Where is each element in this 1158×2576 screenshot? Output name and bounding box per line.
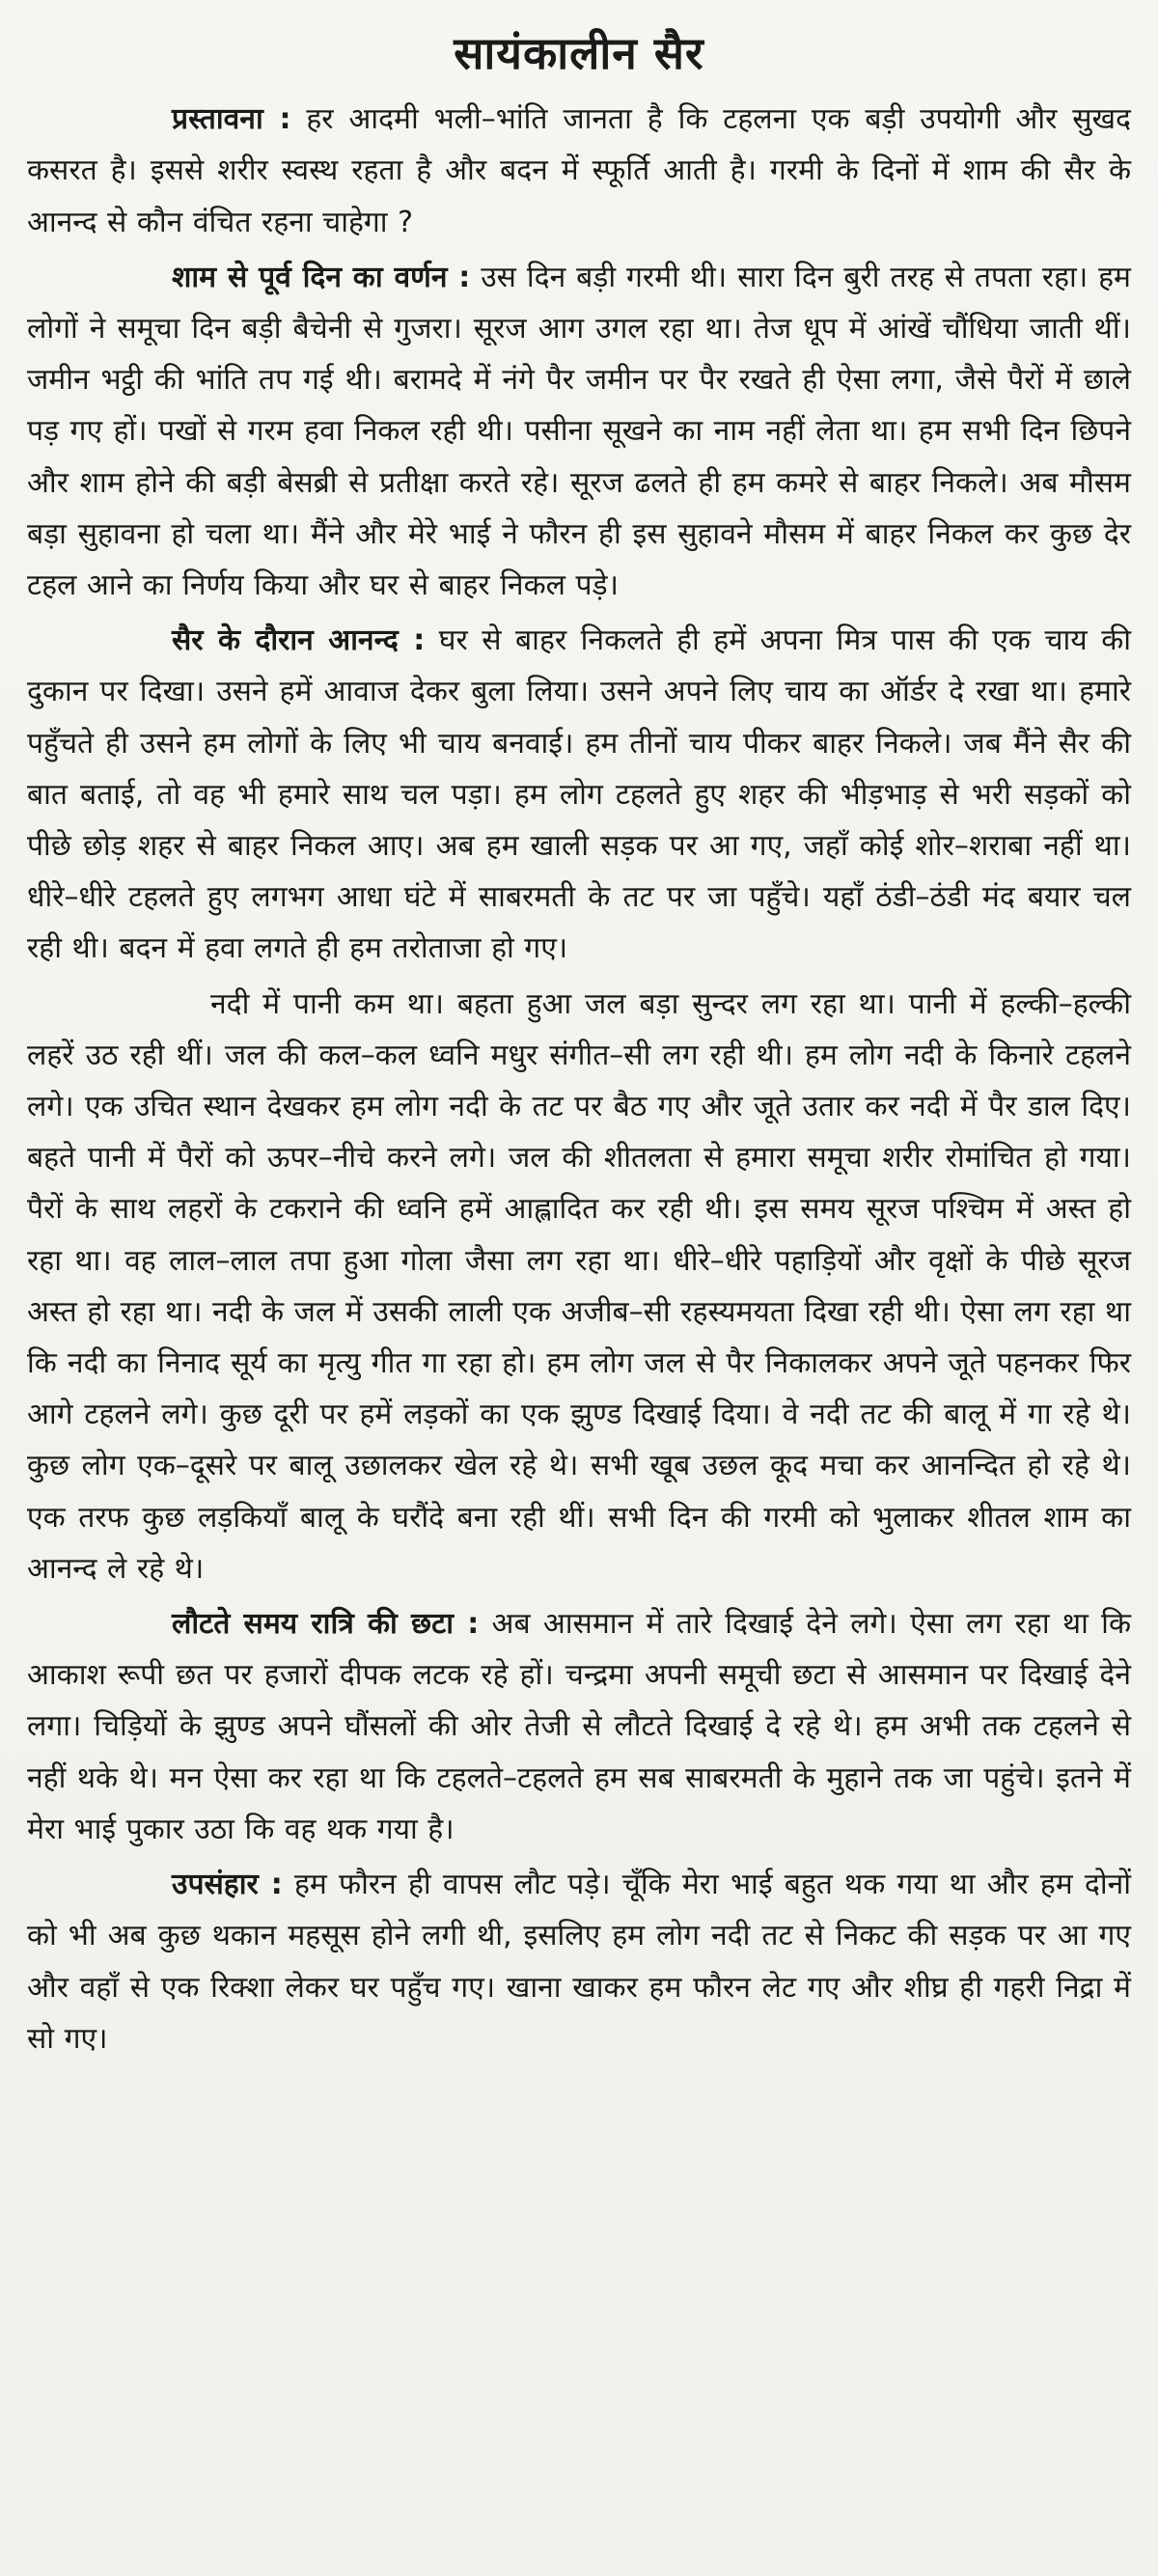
paragraph-conclusion [27, 1859, 1131, 2064]
paragraph-river-scene [27, 979, 1131, 1594]
heading-before-evening: शाम से पूर्व दिन का वर्णन : [172, 260, 471, 294]
text-walk-joy: घर से बाहर निकलते ही हमें अपना मित्र पास की एक चाय की दुकान पर दिखा। उसने हमें आवाज देकर बुला लिया। उसने अपने लिए चाय का ऑर्डर दे रखा था। हमारे पहुँचते ही उसने हम लोगों के लिए भी चाय बनवाई। हम तीनों चाय पीकर बाहर निकले। जब मैंने सैर की बात बताई, तो वह भी हमारे साथ चल पड़ा। हम लोग टहलते हुए शहर की भीड़भाड़ से भरी सड़कों को पीछे छोड़ शहर से बाहर निकल आए। अब हम खाली सड़क पर आ गए, जहाँ कोई शोर–शराबा नहीं था। धीरे–धीरे टहलते हुए लगभग आधा घंटे में साबरमती के तट पर जा पहुँचे। यहाँ ठंडी–ठंडी मंद बयार चल रही थी। बदन में हवा लगते ही हम तरोताजा हो गए। [27, 623, 1132, 966]
essay-title: सायंकालीन सैर [454, 27, 704, 79]
heading-walk-joy: सैर के दौरान आनन्द : [172, 623, 426, 658]
heading-introduction: प्रस्तावना : [172, 102, 291, 137]
paragraph-night-return [27, 1598, 1131, 1855]
text-river-scene: नदी में पानी कम था। बहता हुआ जल बड़ा सुन्दर लग रहा था। पानी में हल्की–हल्की लहरें उठ रही थीं। जल की कल–कल ध्वनि मधुर संगीत–सी लग रही थी। हम लोग नदी के किनारे टहलने लगे। एक उचित स्थान देखकर हम लोग नदी के तट पर बैठ गए और जूते उतार कर नदी में पैर डाल दिए। बहते पानी में पैरों को ऊपर–नीचे करने लगे। जल की शीतलता से हमारा समूचा शरीर रोमांचित हो गया। पैरों के साथ लहरों के टकराने की ध्वनि हमें आह्लादित कर रही थी। इस समय सूरज पश्चिम में अस्त हो रहा था। वह लाल–लाल तपा हुआ गोला जैसा लग रहा था। धीरे–धीरे पहाड़ियों और वृक्षों के पीछे सूरज अस्त हो रहा था। नदी के जल में उसकी लाली एक अजीब–सी रहस्यमयता दिखा रही थी। ऐसा लग रहा था कि नदी का निनाद सूर्य का मृत्यु गीत गा रहा हो। हम लोग जल से पैर निकालकर अपने जूते पहनकर फिर आगे टहलने लगे। कुछ दूरी पर हमें लड़कों का एक झुण्ड दिखाई दिया। वे नदी तट की बालू में गा रहे थे। कुछ लोग एक–दूसरे पर बालू उछालकर खेल रहे थे। सभी खूब उछल कूद मचा कर आनन्दित हो रहे थे। एक तरफ कुछ लड़कियाँ बालू के घरौंदे बना रही थीं। सभी दिन की गरमी को भुलाकर शीतल शाम का आनन्द ले रहे थे। [27, 986, 1131, 1586]
paragraph-before-evening [27, 252, 1131, 611]
text-before-evening: उस दिन बड़ी गरमी थी। सारा दिन बुरी तरह से तपता रहा। हम लोगों ने समूचा दिन बड़ी बैचेनी से गुजरा। सूरज आग उगल रहा था। तेज धूप में आंखें चौंधिया जाती थीं। जमीन भट्ठी की भांति तप गई थी। बरामदे में नंगे पैर जमीन पर पैर रखते ही ऐसा लगा, जैसे पैरों में छाले पड़ गए हों। पखों से गरम हवा निकल रही थी। पसीना सूखने का नाम नहीं लेता था। हम सभी दिन छिपने और शाम होने की बड़ी बेसब्री से प्रतीक्षा करते रहे। सूरज ढलते ही हम कमरे से बाहर निकले। अब मौसम बड़ा सुहावना हो चला था। मैंने और मेरे भाई ने फौरन ही इस सुहावने मौसम में बाहर निकल कर कुछ देर टहल आने का निर्णय किया और घर से बाहर निकल पड़े। [27, 260, 1131, 603]
text-conclusion: हम फौरन ही वापस लौट पड़े। चूँकि मेरा भाई बहुत थक गया था और हम दोनों को भी अब कुछ थकान महसूस होने लगी थी, इसलिए हम लोग नदी तट से निकट की सड़क पर आ गए और वहाँ से एक रिक्शा लेकर घर पहुँच गए। खाना खाकर हम फौरन लेट गए और शीघ्र ही गहरी निद्रा में सो गए। [27, 1868, 1132, 2056]
text-introduction: हर आदमी भली–भांति जानता है कि टहलना एक बड़ी उपयोगी और सुखद कसरत है। इससे शरीर स्वस्थ रहता है और बदन में स्फूर्ति आती है। गरमी के दिनों में शाम की सैर के आनन्द से कौन वंचित रहना चाहेगा ? [27, 102, 1131, 239]
paragraph-walk-joy [27, 615, 1131, 974]
essay-body [27, 94, 1131, 2064]
text-night-return: अब आसमान में तारे दिखाई देने लगे। ऐसा लग रहा था कि आकाश रूपी छत पर हजारों दीपक लटक रहे हों। चन्द्रमा अपनी समूची छटा से आसमान पर दिखाई देने लगा। चिड़ियों के झुण्ड अपने घौंसलों की ओर तेजी से लौटते दिखाई दे रहे थे। हम अभी तक टहलने से नहीं थके थे। मन ऐसा कर रहा था कि टहलते–टहलते हम सब साबरमती के मुहाने तक जा पहुंचे। इतने में मेरा भाई पुकार उठा कि वह थक गया है। [27, 1607, 1131, 1846]
heading-night-return: लौटते समय रात्रि की छटा : [172, 1607, 480, 1642]
heading-conclusion: उपसंहार : [172, 1868, 283, 1902]
paragraph-introduction [27, 94, 1131, 248]
